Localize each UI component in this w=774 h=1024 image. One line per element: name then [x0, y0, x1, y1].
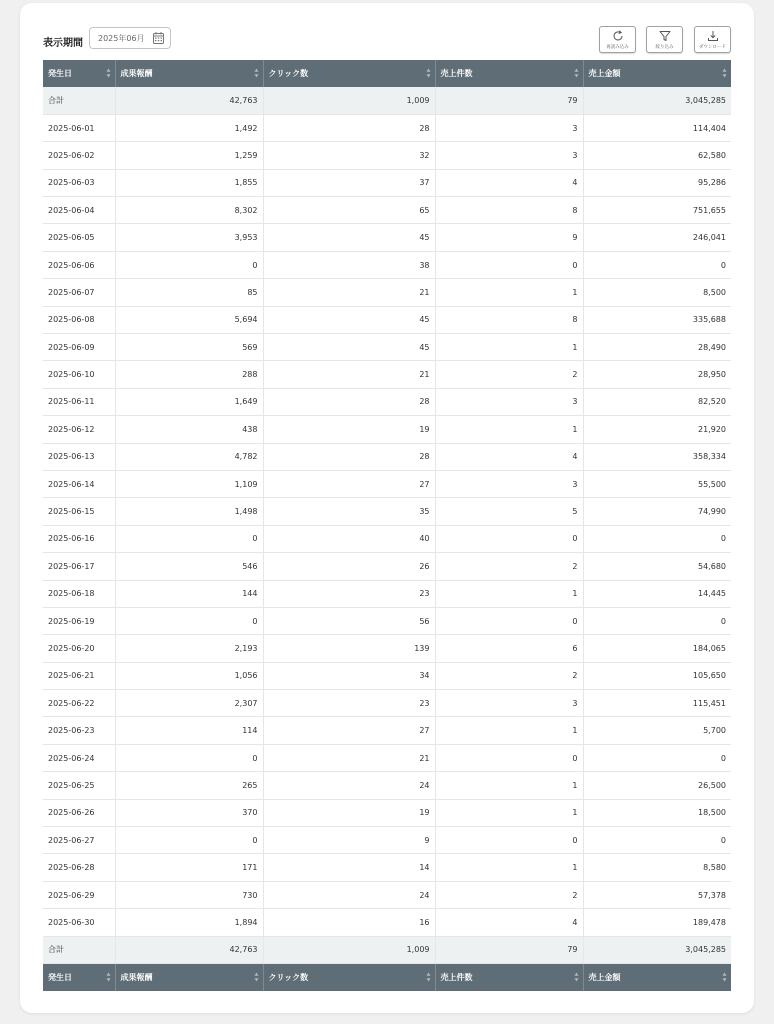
- clicks-cell: 35: [263, 498, 435, 525]
- date-cell: 2025-06-22: [43, 690, 115, 717]
- sales-amount-cell: 55,500: [583, 470, 731, 497]
- sales-count-cell: 2: [435, 553, 583, 580]
- total-label: 合計: [43, 936, 115, 963]
- total-clicks: 1,009: [263, 87, 435, 114]
- sales-count-cell: 4: [435, 909, 583, 936]
- column-header-clicks[interactable]: クリック数: [263, 60, 435, 87]
- sales-amount-cell: 82,520: [583, 388, 731, 415]
- date-cell: 2025-06-30: [43, 909, 115, 936]
- column-footer-clicks[interactable]: クリック数: [263, 964, 435, 991]
- date-cell: 2025-06-16: [43, 525, 115, 552]
- table-row: [43, 443, 731, 470]
- sales-amount-cell: 751,655: [583, 197, 731, 224]
- sales-amount-cell: 246,041: [583, 224, 731, 251]
- table-row: [43, 580, 731, 607]
- reward-cell: 438: [115, 416, 263, 443]
- clicks-cell: 19: [263, 416, 435, 443]
- date-cell: 2025-06-04: [43, 197, 115, 224]
- sales-count-cell: 4: [435, 169, 583, 196]
- clicks-cell: 24: [263, 881, 435, 908]
- sales-count-cell: 0: [435, 827, 583, 854]
- sales-amount-cell: 0: [583, 744, 731, 771]
- report-card: [20, 3, 754, 1013]
- period-value: 2025年06月: [98, 33, 145, 43]
- clicks-cell: 27: [263, 470, 435, 497]
- table-row: [43, 799, 731, 826]
- reward-cell: 2,193: [115, 635, 263, 662]
- reward-cell: 569: [115, 334, 263, 361]
- sales-count-cell: 3: [435, 388, 583, 415]
- total-sales-amount: 3,045,285: [583, 936, 731, 963]
- date-cell: 2025-06-10: [43, 361, 115, 388]
- total-sales-count: 79: [435, 936, 583, 963]
- sales-count-cell: 1: [435, 799, 583, 826]
- table-row: [43, 744, 731, 771]
- clicks-cell: 26: [263, 553, 435, 580]
- table-row: [43, 909, 731, 936]
- clicks-cell: 19: [263, 799, 435, 826]
- sales-amount-cell: 0: [583, 827, 731, 854]
- column-footer-sales-count[interactable]: 売上件数: [435, 964, 583, 991]
- reload-button[interactable]: [599, 26, 636, 53]
- reward-cell: 1,649: [115, 388, 263, 415]
- total-label: 合計: [43, 87, 115, 114]
- sales-count-cell: 3: [435, 114, 583, 141]
- total-sales-count: 79: [435, 87, 583, 114]
- sales-amount-cell: 335,688: [583, 306, 731, 333]
- period-label: 表示期間: [43, 38, 83, 49]
- sales-count-cell: 0: [435, 607, 583, 634]
- sort-icon[interactable]: [254, 972, 259, 982]
- reward-cell: 5,694: [115, 306, 263, 333]
- column-header-date[interactable]: 発生日: [43, 60, 115, 87]
- table-row: [43, 525, 731, 552]
- total-row-bottom: [43, 936, 731, 963]
- table-row: [43, 114, 731, 141]
- sales-amount-cell: 5,700: [583, 717, 731, 744]
- reward-cell: 265: [115, 772, 263, 799]
- column-header-sales-count[interactable]: 売上件数: [435, 60, 583, 87]
- reward-cell: 171: [115, 854, 263, 881]
- table-row: [43, 635, 731, 662]
- sales-count-cell: 4: [435, 443, 583, 470]
- reward-cell: 0: [115, 744, 263, 771]
- sales-amount-cell: 95,286: [583, 169, 731, 196]
- sales-count-cell: 2: [435, 662, 583, 689]
- sales-amount-cell: 18,500: [583, 799, 731, 826]
- clicks-cell: 37: [263, 169, 435, 196]
- sales-amount-cell: 358,334: [583, 443, 731, 470]
- sales-count-cell: 0: [435, 251, 583, 278]
- sales-count-cell: 1: [435, 279, 583, 306]
- table-row: [43, 224, 731, 251]
- sales-amount-cell: 28,950: [583, 361, 731, 388]
- sales-amount-cell: 114,404: [583, 114, 731, 141]
- download-icon: [707, 30, 719, 42]
- table-row: [43, 881, 731, 908]
- sort-icon[interactable]: [426, 68, 431, 78]
- sort-icon[interactable]: [574, 972, 579, 982]
- clicks-cell: 23: [263, 690, 435, 717]
- sales-amount-cell: 62,580: [583, 142, 731, 169]
- date-cell: 2025-06-26: [43, 799, 115, 826]
- clicks-cell: 38: [263, 251, 435, 278]
- column-header-reward[interactable]: 成果報酬: [115, 60, 263, 87]
- sort-icon[interactable]: [106, 68, 111, 78]
- reward-cell: 730: [115, 881, 263, 908]
- date-cell: 2025-06-14: [43, 470, 115, 497]
- sales-count-cell: 8: [435, 197, 583, 224]
- date-cell: 2025-06-25: [43, 772, 115, 799]
- reward-cell: 114: [115, 717, 263, 744]
- column-footer-date[interactable]: 発生日: [43, 964, 115, 991]
- clicks-cell: 45: [263, 224, 435, 251]
- reward-cell: 2,307: [115, 690, 263, 717]
- clicks-cell: 28: [263, 443, 435, 470]
- reward-cell: 1,894: [115, 909, 263, 936]
- reward-cell: 85: [115, 279, 263, 306]
- sort-icon[interactable]: [426, 972, 431, 982]
- sales-amount-cell: 115,451: [583, 690, 731, 717]
- sales-count-cell: 3: [435, 690, 583, 717]
- clicks-cell: 24: [263, 772, 435, 799]
- reward-cell: 0: [115, 525, 263, 552]
- clicks-cell: 65: [263, 197, 435, 224]
- reward-cell: 0: [115, 607, 263, 634]
- table-header-row: [43, 60, 731, 87]
- date-cell: 2025-06-05: [43, 224, 115, 251]
- clicks-cell: 32: [263, 142, 435, 169]
- sort-icon[interactable]: [254, 68, 259, 78]
- sales-amount-cell: 0: [583, 607, 731, 634]
- date-cell: 2025-06-21: [43, 662, 115, 689]
- sales-amount-cell: 74,990: [583, 498, 731, 525]
- reward-cell: 0: [115, 251, 263, 278]
- date-cell: 2025-06-28: [43, 854, 115, 881]
- reward-cell: 546: [115, 553, 263, 580]
- table-row: [43, 388, 731, 415]
- clicks-cell: 56: [263, 607, 435, 634]
- total-sales-amount: 3,045,285: [583, 87, 731, 114]
- report-table: [43, 60, 731, 991]
- date-cell: 2025-06-19: [43, 607, 115, 634]
- sales-amount-cell: 8,580: [583, 854, 731, 881]
- date-cell: 2025-06-08: [43, 306, 115, 333]
- table-row: [43, 142, 731, 169]
- column-header-sales-amount[interactable]: 売上金額: [583, 60, 731, 87]
- date-cell: 2025-06-11: [43, 388, 115, 415]
- reward-cell: 0: [115, 827, 263, 854]
- sales-amount-cell: 28,490: [583, 334, 731, 361]
- sales-count-cell: 1: [435, 854, 583, 881]
- reward-cell: 1,109: [115, 470, 263, 497]
- clicks-cell: 16: [263, 909, 435, 936]
- clicks-cell: 21: [263, 279, 435, 306]
- clicks-cell: 45: [263, 334, 435, 361]
- table-row: [43, 827, 731, 854]
- reward-cell: 1,855: [115, 169, 263, 196]
- table-row: [43, 306, 731, 333]
- table-row: [43, 169, 731, 196]
- sales-count-cell: 3: [435, 142, 583, 169]
- table-row: [43, 251, 731, 278]
- sales-count-cell: 1: [435, 334, 583, 361]
- date-cell: 2025-06-24: [43, 744, 115, 771]
- filter-button[interactable]: [646, 26, 683, 53]
- date-cell: 2025-06-01: [43, 114, 115, 141]
- filter-icon: [659, 30, 671, 42]
- table-row: [43, 416, 731, 443]
- date-cell: 2025-06-02: [43, 142, 115, 169]
- toolbar: [43, 27, 731, 55]
- date-cell: 2025-06-03: [43, 169, 115, 196]
- sales-count-cell: 1: [435, 772, 583, 799]
- clicks-cell: 9: [263, 827, 435, 854]
- clicks-cell: 28: [263, 114, 435, 141]
- date-cell: 2025-06-09: [43, 334, 115, 361]
- sales-count-cell: 0: [435, 525, 583, 552]
- sales-amount-cell: 14,445: [583, 580, 731, 607]
- clicks-cell: 40: [263, 525, 435, 552]
- reward-cell: 1,056: [115, 662, 263, 689]
- reward-cell: 144: [115, 580, 263, 607]
- clicks-cell: 21: [263, 744, 435, 771]
- sort-icon[interactable]: [722, 68, 727, 78]
- date-cell: 2025-06-18: [43, 580, 115, 607]
- filter-label: 絞り込み: [655, 45, 674, 50]
- total-row-top: [43, 87, 731, 114]
- sales-count-cell: 1: [435, 717, 583, 744]
- total-clicks: 1,009: [263, 936, 435, 963]
- table-row: [43, 690, 731, 717]
- period-date-picker[interactable]: [89, 27, 171, 49]
- calendar-icon: [153, 32, 164, 44]
- reload-label: 再読み込み: [606, 45, 629, 50]
- table-row: [43, 854, 731, 881]
- date-cell: 2025-06-20: [43, 635, 115, 662]
- clicks-cell: 23: [263, 580, 435, 607]
- sales-count-cell: 6: [435, 635, 583, 662]
- reward-cell: 8,302: [115, 197, 263, 224]
- clicks-cell: 45: [263, 306, 435, 333]
- date-cell: 2025-06-29: [43, 881, 115, 908]
- clicks-cell: 27: [263, 717, 435, 744]
- sales-amount-cell: 26,500: [583, 772, 731, 799]
- table-row: [43, 361, 731, 388]
- table-row: [43, 607, 731, 634]
- total-reward: 42,763: [115, 936, 263, 963]
- column-footer-sales-amount[interactable]: 売上金額: [583, 964, 731, 991]
- date-cell: 2025-06-07: [43, 279, 115, 306]
- clicks-cell: 21: [263, 361, 435, 388]
- sales-count-cell: 1: [435, 580, 583, 607]
- sales-amount-cell: 54,680: [583, 553, 731, 580]
- clicks-cell: 34: [263, 662, 435, 689]
- table-row: [43, 772, 731, 799]
- sales-count-cell: 9: [435, 224, 583, 251]
- reward-cell: 288: [115, 361, 263, 388]
- download-button[interactable]: [694, 26, 731, 53]
- sales-amount-cell: 21,920: [583, 416, 731, 443]
- total-reward: 42,763: [115, 87, 263, 114]
- date-cell: 2025-06-13: [43, 443, 115, 470]
- clicks-cell: 28: [263, 388, 435, 415]
- reward-cell: 1,492: [115, 114, 263, 141]
- sales-count-cell: 0: [435, 744, 583, 771]
- reload-icon: [612, 30, 624, 42]
- sales-amount-cell: 184,065: [583, 635, 731, 662]
- reward-cell: 1,498: [115, 498, 263, 525]
- sort-icon[interactable]: [722, 972, 727, 982]
- date-cell: 2025-06-12: [43, 416, 115, 443]
- sales-amount-cell: 0: [583, 525, 731, 552]
- sales-count-cell: 2: [435, 361, 583, 388]
- table-row: [43, 334, 731, 361]
- sales-amount-cell: 8,500: [583, 279, 731, 306]
- download-label: ダウンロード: [699, 45, 726, 50]
- reward-cell: 4,782: [115, 443, 263, 470]
- reward-cell: 1,259: [115, 142, 263, 169]
- sales-amount-cell: 105,650: [583, 662, 731, 689]
- sales-count-cell: 5: [435, 498, 583, 525]
- table-row: [43, 197, 731, 224]
- clicks-cell: 139: [263, 635, 435, 662]
- column-footer-reward[interactable]: 成果報酬: [115, 964, 263, 991]
- sales-count-cell: 8: [435, 306, 583, 333]
- sort-icon[interactable]: [574, 68, 579, 78]
- sales-count-cell: 1: [435, 416, 583, 443]
- date-cell: 2025-06-27: [43, 827, 115, 854]
- sales-count-cell: 2: [435, 881, 583, 908]
- table-row: [43, 662, 731, 689]
- sales-count-cell: 3: [435, 470, 583, 497]
- sales-amount-cell: 57,378: [583, 881, 731, 908]
- reward-cell: 370: [115, 799, 263, 826]
- table-row: [43, 553, 731, 580]
- sales-amount-cell: 189,478: [583, 909, 731, 936]
- date-cell: 2025-06-17: [43, 553, 115, 580]
- reward-cell: 3,953: [115, 224, 263, 251]
- sales-amount-cell: 0: [583, 251, 731, 278]
- sort-icon[interactable]: [106, 972, 111, 982]
- table-row: [43, 470, 731, 497]
- clicks-cell: 14: [263, 854, 435, 881]
- date-cell: 2025-06-23: [43, 717, 115, 744]
- table-row: [43, 279, 731, 306]
- date-cell: 2025-06-15: [43, 498, 115, 525]
- table-row: [43, 717, 731, 744]
- date-cell: 2025-06-06: [43, 251, 115, 278]
- table-row: [43, 498, 731, 525]
- table-footer-header-row: [43, 964, 731, 991]
